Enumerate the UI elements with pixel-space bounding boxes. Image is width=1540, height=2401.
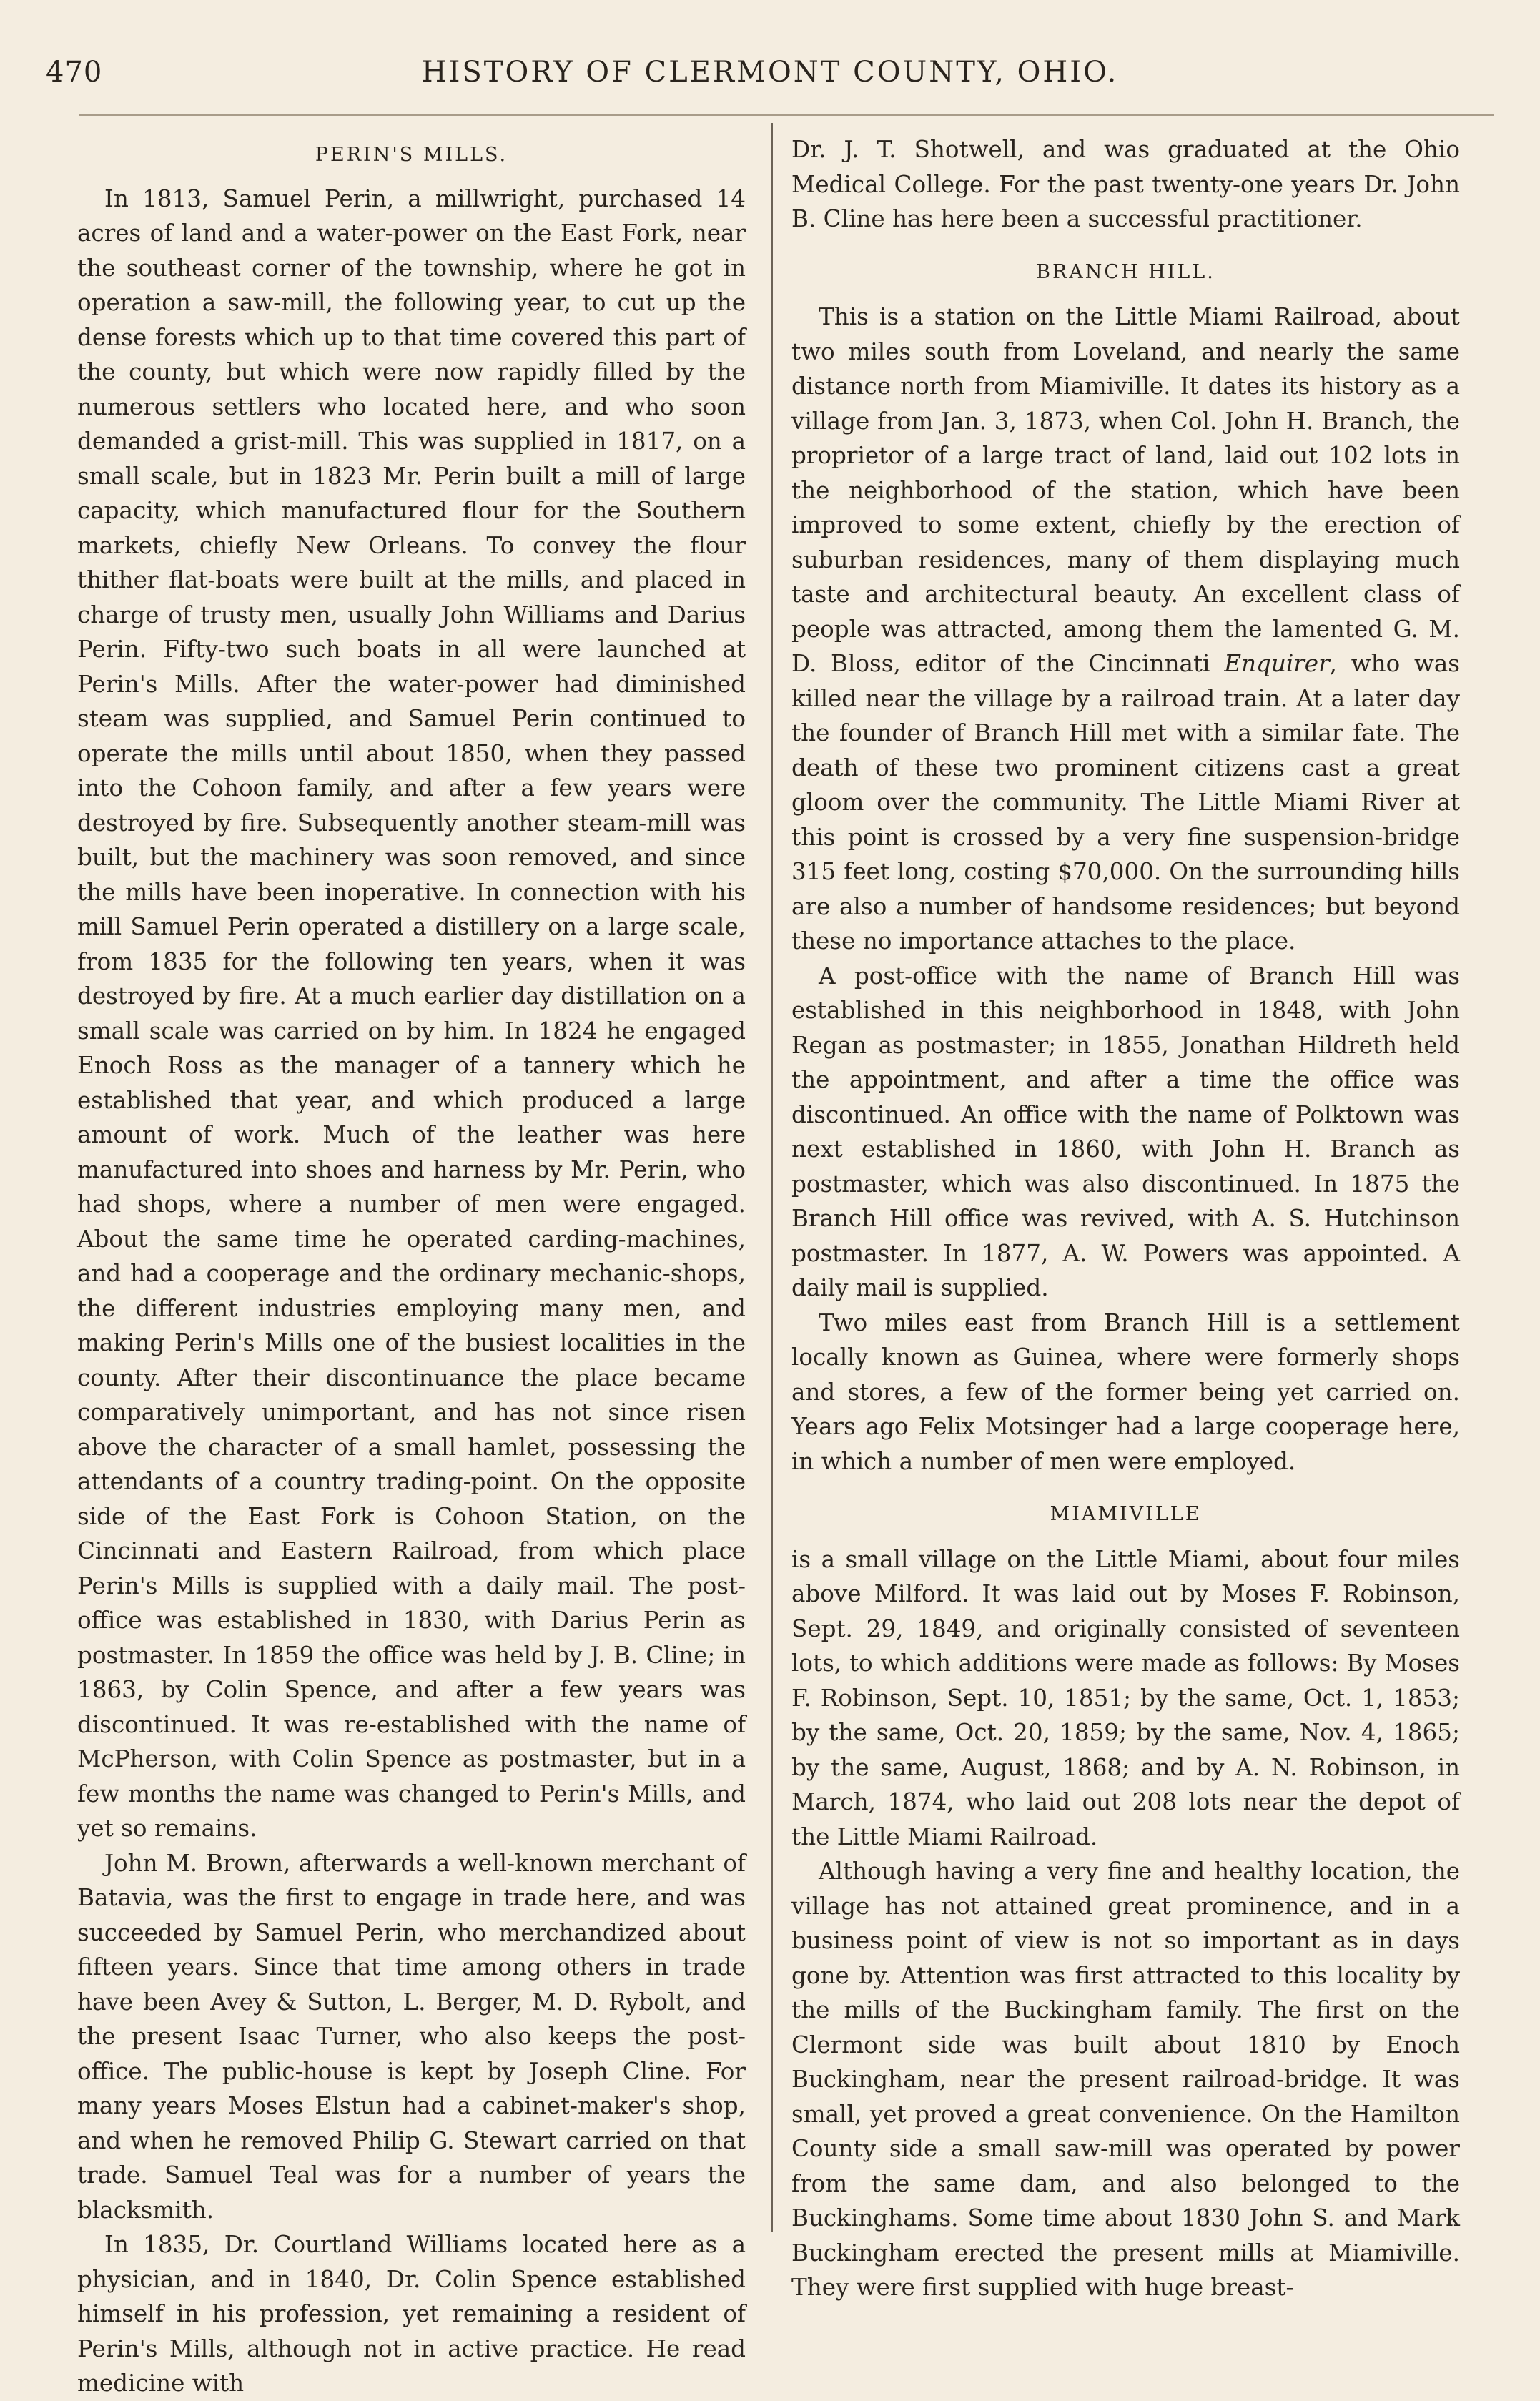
left-column — [77, 132, 746, 2401]
paragraph-text: This is a station on the Little Miami Railroad, about two miles south from Loveland, and nearly the same distance north from Miamiville. It dates its history as a village from Jan. 3, 1873, when Col. John H. Branch, the proprietor of a large tract of land, laid out 102 lots in the neighborhood of the station, which have been improved to some extent, chiefly by the erection of suburban residences, many of them displaying much taste and architectural beauty. An excellent class of people was attracted, among them the lamented G. M. D. Bloss, editor of the Cincinnati — [791, 303, 1460, 677]
paragraph: In 1835, Dr. Courtland Williams located here as a physician, and in 1840, Dr. Colin Spence established himself in his profession, yet remaining a resident of Perin's Mills, although not in active practice. He read medicine with — [77, 2231, 746, 2397]
section-heading-branch-hill: BRANCH HILL. — [1036, 260, 1215, 283]
paragraph: A post-office with the name of Branch Hill was established in this neighborhood in 1848, with John Regan as postmaster; in 1855, Jonathan Hildreth held the appointment, and after a time the office was discontinued. An office with the name of Polktown was next established in 1860, with John H. Branch as postmaster, which was also discontinued. In 1875 the Branch Hill office was revived, with A. S. Hutchinson postmaster. In 1877, A. W. Powers was appointed. A daily mail is supplied. — [791, 962, 1460, 1301]
running-title: HISTORY OF CLERMONT COUNTY, OHIO. — [421, 56, 1119, 89]
column-divider — [771, 123, 773, 2232]
newspaper-title: Enquirer — [1224, 650, 1330, 677]
paragraph: In 1813, Samuel Perin, a millwright, purchased 14 acres of land and a water-power on the East Fork, near the southeast corner of the township, where he got in operation a saw-mill, the following year, to cut up the dense forests which up to that time covered this part of the county, but which were now rapidly filled by the numerous settlers who located here, and who soon demanded a grist-mill. This was supplied in 1817, on a small scale, but in 1823 Mr. Perin built a mill of large capacity, which manufactured flour for the Southern markets, chiefly New Orleans. To convey the flour thither flat-boats were built at the mills, and placed in charge of trusty men, usually John Williams and Darius Perin. Fifty-two such boats in all were launched at Perin's Mills. After the water-power had diminished steam was supplied, and Samuel Perin continued to operate the mills until about 1850, when they passed into the Cohoon family, and after a few years were destroyed by fire. Subsequently another steam-mill was built, but the machinery was soon removed, and since the mills have been inoperative. In connection with his mill Samuel Perin operated a distillery on a large scale, from 1835 for the following ten years, when it was destroyed by fire. At a much earlier day distillation on a small scale was carried on by him. In 1824 he engaged Enoch Ross as the manager of a tannery which he established that year, and which produced a large amount of work. Much of the leather was here manufactured into shoes and harness by Mr. Perin, who had shops, where a number of men were engaged. About the same time he operated carding-machines, and had a cooperage and the ordinary mechanic-shops, the different industries employing many men, and making Perin's Mills one of the busiest localities in the county. After their discontinuance the place became comparatively unimportant, and has not since risen above the character of a small hamlet, possessing the attendants of a country trading-point. On the opposite side of the East Fork is Cohoon Station, on the Cincinnati and Eastern Railroad, from which place Perin's Mills is supplied with a daily mail. The post-office was established in 1830, with Darius Perin as postmaster. In 1859 the office was held by J. B. Cline; in 1863, by Colin Spence, and after a few years was discontinued. It was re-established with the name of McPherson, with Colin Spence as postmaster, but in a few months the name was changed to Perin's Mills, and yet so remains. — [77, 184, 746, 1842]
paragraph: John M. Brown, afterwards a well-known merchant of Batavia, was the first to engage in trade here, and was succeeded by Samuel Perin, who merchandized about fifteen years. Since that time among others in trade have been Avey & Sutton, L. Berger, M. D. Rybolt, and the present Isaac Turner, who also keeps the post-office. The public-house is kept by Joseph Cline. For many years Moses Elstun had a cabinet-maker's shop, and when he removed Philip G. Stewart carried on that trade. Samuel Teal was for a number of years the blacksmith. — [77, 1849, 746, 2224]
paragraph — [791, 300, 1460, 959]
paragraph: Although having a very fine and healthy location, the village has not attained great prominence, and in a business point of view is not so important as in days gone by. Attention was first attracted to this locality by the mills of the Buckingham family. The first on the Clermont side was built about 1810 by Enoch Buckingham, near the present railroad-bridge. It was small, yet proved a great convenience. On the Hamilton County side a small saw-mill was operated by power from the same dam, and also belonged to the Buckinghams. Some time about 1830 John S. and Mark Buckingham erected the present mills at Miamiville. They were first supplied with huge breast- — [791, 1858, 1460, 2301]
page-number: 470 — [46, 56, 103, 89]
paragraph: is a small village on the Little Miami, about four miles above Milford. It was laid out by Moses F. Robinson, Sept. 29, 1849, and originally consisted of seventeen lots, to which additions were made as follows: By Moses F. Robinson, Sept. 10, 1851; by the same, Oct. 1, 1853; by the same, Oct. 20, 1859; by the same, Nov. 4, 1865; by the same, August, 1868; and by A. N. Robinson, in March, 1874, who laid out 208 lots near the depot of the Little Miami Railroad. — [791, 1545, 1460, 1850]
section-heading-perins-mills: PERIN'S MILLS. — [315, 144, 508, 166]
section-heading-miamiville: MIAMIVILLE — [1050, 1503, 1202, 1525]
right-column — [791, 132, 1460, 2305]
paragraph: Two miles east from Branch Hill is a settlement locally known as Guinea, where were formerly shops and stores, a few of the former being yet carried on. Years ago Felix Motsinger had a large cooperage here, in which a number of men were employed. — [791, 1308, 1460, 1475]
paragraph-continuation: Dr. J. T. Shotwell, and was graduated at the Ohio Medical College. For the past twenty-one years Dr. John B. Cline has here been a successful practitioner. — [791, 136, 1460, 232]
paragraph-text: , who was killed near the village by a railroad train. At a later day the founder of Branch Hill met with a similar fate. The death of these two prominent citizens cast a great gloom over the community. The Little Miami River at this point is crossed by a very fine suspension-bridge 315 feet long, costing $70,000. On the surrounding hills are also a number of handsome residences; but beyond these no importance attaches to the place. — [791, 650, 1460, 955]
header-rule — [79, 114, 1494, 116]
